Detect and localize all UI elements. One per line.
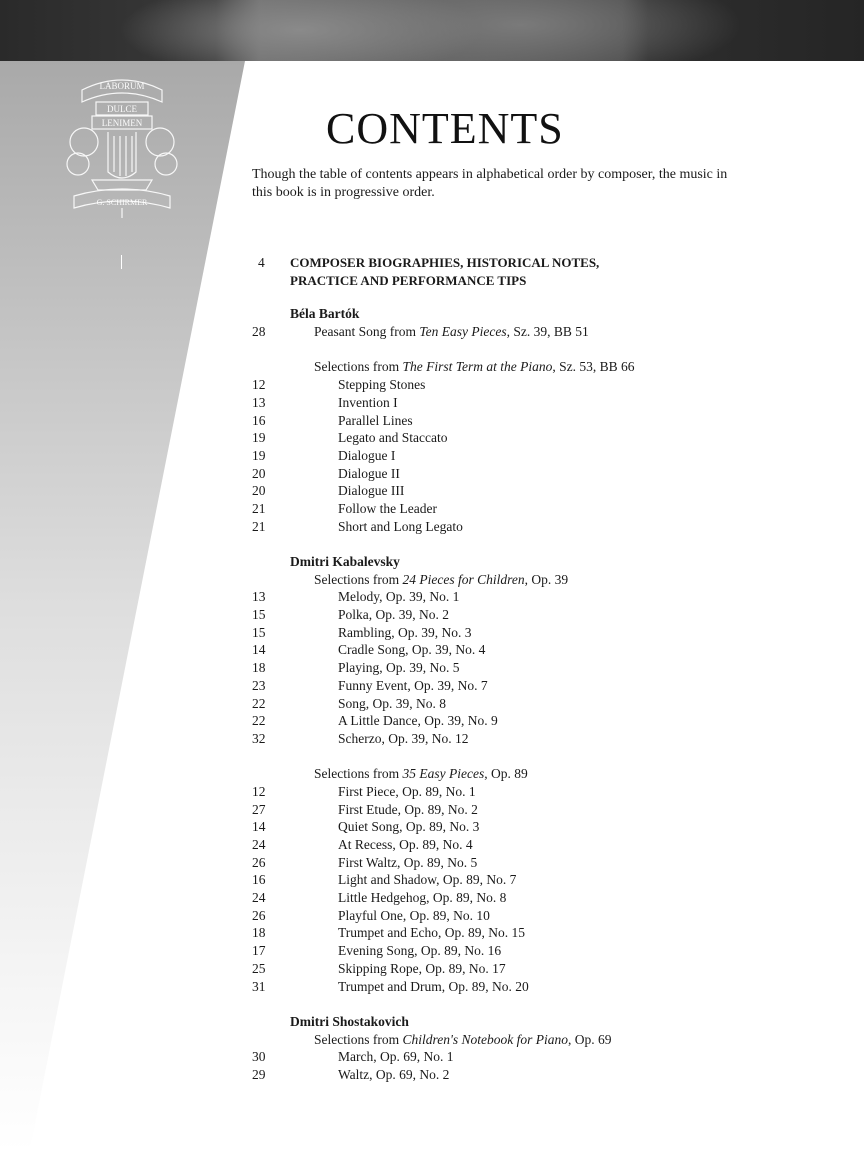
entry-title: First Piece, Op. 89, No. 1 [338,783,476,799]
composer-name: Dmitri Kabalevsky [290,554,400,569]
entry-title: Funny Event, Op. 39, No. 7 [338,677,488,693]
toc-entry [252,641,812,659]
toc-entry-peasant-song [252,323,812,341]
page-number: 16 [252,412,266,428]
page-number: 19 [252,430,266,446]
page-number: 29 [252,1066,266,1082]
front-matter-title-line2: PRACTICE AND PERFORMANCE TIPS [290,272,527,288]
top-banner [0,0,864,61]
toc-entry [252,659,812,677]
toc-entry [252,960,812,978]
toc-entry [252,376,812,394]
page-number: 14 [252,819,266,835]
toc-entry [252,447,812,465]
toc-entry [252,942,812,960]
toc-entry [252,429,812,447]
page-number: 4 [258,255,265,270]
first-term-list [252,376,812,535]
page-number: 23 [252,677,266,693]
page-number: 14 [252,642,266,658]
page-number: 22 [252,713,266,729]
page-number: 15 [252,607,266,623]
page-title: CONTENTS [326,104,564,153]
entry-title: Legato and Staccato [338,430,448,446]
entry-title: Quiet Song, Op. 89, No. 3 [338,819,480,835]
collection-heading-op69 [252,1031,812,1049]
entry-title: Rambling, Op. 39, No. 3 [338,624,472,640]
collection-title: Selections from Children's Notebook for Piano, Op. 69 [314,1031,612,1047]
collection-title: Selections from The First Term at the Piano, Sz. 53, BB 66 [314,359,635,375]
toc-entry [252,801,812,819]
page-number: 24 [252,890,266,906]
toc-entry [252,624,812,642]
entry-title: Dialogue II [338,465,400,481]
page-number: 15 [252,624,266,640]
emblem-line1: LABORUM [99,81,145,91]
entry-title: Playful One, Op. 89, No. 10 [338,907,490,923]
entry-title: Playing, Op. 39, No. 5 [338,660,460,676]
toc-entry [252,818,812,836]
collection-heading-first-term [252,358,812,376]
entry-title: A Little Dance, Op. 39, No. 9 [338,713,498,729]
entry-title: Short and Long Legato [338,518,463,534]
toc-entry [252,907,812,925]
entry-title: Skipping Rope, Op. 89, No. 17 [338,960,506,976]
side-tick-mark [121,255,122,269]
page-number: 30 [252,1049,266,1065]
entry-title: Dialogue I [338,447,396,463]
toc-entry [252,1048,812,1066]
entry-title: Cradle Song, Op. 39, No. 4 [338,642,486,658]
entry-title: Stepping Stones [338,377,426,393]
toc-entry [252,783,812,801]
toc-entry [252,854,812,872]
entry-title: Parallel Lines [338,412,413,428]
page-number: 16 [252,872,266,888]
toc-entry [252,500,812,518]
entry-title: March, Op. 69, No. 1 [338,1049,454,1065]
collection-heading-op39 [252,571,812,589]
entry-title: Song, Op. 39, No. 8 [338,695,447,711]
intro-note: Though the table of contents appears in alphabetical order by composer, the music in this book is in progressive order. [252,167,728,200]
entry-title: Polka, Op. 39, No. 2 [338,607,449,623]
composer-name: Béla Bartók [290,306,360,322]
composer-heading-kabalevsky [252,553,812,571]
entry-title: Follow the Leader [338,500,437,516]
toc-entry [252,412,812,430]
entry-title: Light and Shadow, Op. 89, No. 7 [338,872,517,888]
page-number: 31 [252,978,266,994]
page-number: 19 [252,447,266,463]
emblem-line3: LENIMEN [101,118,143,128]
entry-title: Melody, Op. 39, No. 1 [338,589,460,605]
page-number: 22 [252,695,266,711]
toc-entry [252,394,812,412]
page-number: 24 [252,837,266,852]
page-number: 28 [252,324,266,340]
toc-entry-front-matter-cont [252,272,812,290]
entry-title: First Waltz, Op. 89, No. 5 [338,854,478,870]
entry-title: Scherzo, Op. 39, No. 12 [338,730,469,746]
composer-name: Dmitri Shostakovich [290,1013,409,1029]
table-of-contents [252,254,812,1084]
toc-entry-front-matter [252,254,812,272]
entry-title: Waltz, Op. 69, No. 2 [338,1066,450,1082]
op39-list [252,588,812,747]
toc-entry [252,924,812,942]
op89-list [252,783,812,995]
entry-title: Trumpet and Drum, Op. 89, No. 20 [338,978,529,994]
composer-heading-bartok [252,305,812,323]
collection-title: Selections from 35 Easy Pieces, Op. 89 [314,766,528,782]
page-number: 17 [252,943,266,959]
page-number: 27 [252,801,266,817]
collection-title: Selections from 24 Pieces for Children, Op. 39 [314,571,569,587]
page-number: 25 [252,960,266,976]
toc-entry [252,606,812,624]
toc-entry [252,730,812,748]
entry-title: Peasant Song from Ten Easy Pieces, Sz. 39, BB 51 [314,324,589,340]
toc-entry [252,1066,812,1084]
front-matter-title-line1: COMPOSER BIOGRAPHIES, HISTORICAL NOTES, [290,255,600,270]
entry-title: Dialogue III [338,483,405,499]
op69-list [252,1048,812,1083]
toc-entry [252,482,812,500]
emblem-publisher: G. SCHIRMER [96,198,148,207]
page-number: 21 [252,500,266,516]
toc-entry [252,677,812,695]
page-number: 21 [252,518,266,534]
entry-title: At Recess, Op. 89, No. 4 [338,837,473,852]
composer-heading-shostakovich [252,1013,812,1031]
emblem-line2: DULCE [107,104,137,114]
page-number: 26 [252,854,266,870]
page-number: 26 [252,907,266,923]
toc-entry [252,588,812,606]
collection-heading-op89 [252,765,812,783]
page-number: 20 [252,483,266,499]
page-number: 12 [252,783,266,799]
page-number: 12 [252,377,266,393]
entry-title: Evening Song, Op. 89, No. 16 [338,943,502,959]
publisher-emblem [62,72,182,222]
toc-entry [252,712,812,730]
page-number: 13 [252,394,266,410]
entry-title: First Etude, Op. 89, No. 2 [338,801,478,817]
entry-title: Trumpet and Echo, Op. 89, No. 15 [338,925,525,941]
side-gradient-panel [0,61,245,1152]
page-number: 18 [252,660,266,676]
toc-entry [252,465,812,483]
page-number: 20 [252,465,266,481]
entry-title: Little Hedgehog, Op. 89, No. 8 [338,890,507,906]
toc-entry [252,836,812,854]
toc-entry [252,978,812,996]
toc-entry [252,518,812,536]
toc-entry [252,695,812,713]
toc-entry [252,889,812,907]
page-number: 13 [252,589,266,605]
page-number: 32 [252,730,266,746]
toc-entry [252,871,812,889]
page-number: 18 [252,925,266,941]
entry-title: Invention I [338,394,398,410]
